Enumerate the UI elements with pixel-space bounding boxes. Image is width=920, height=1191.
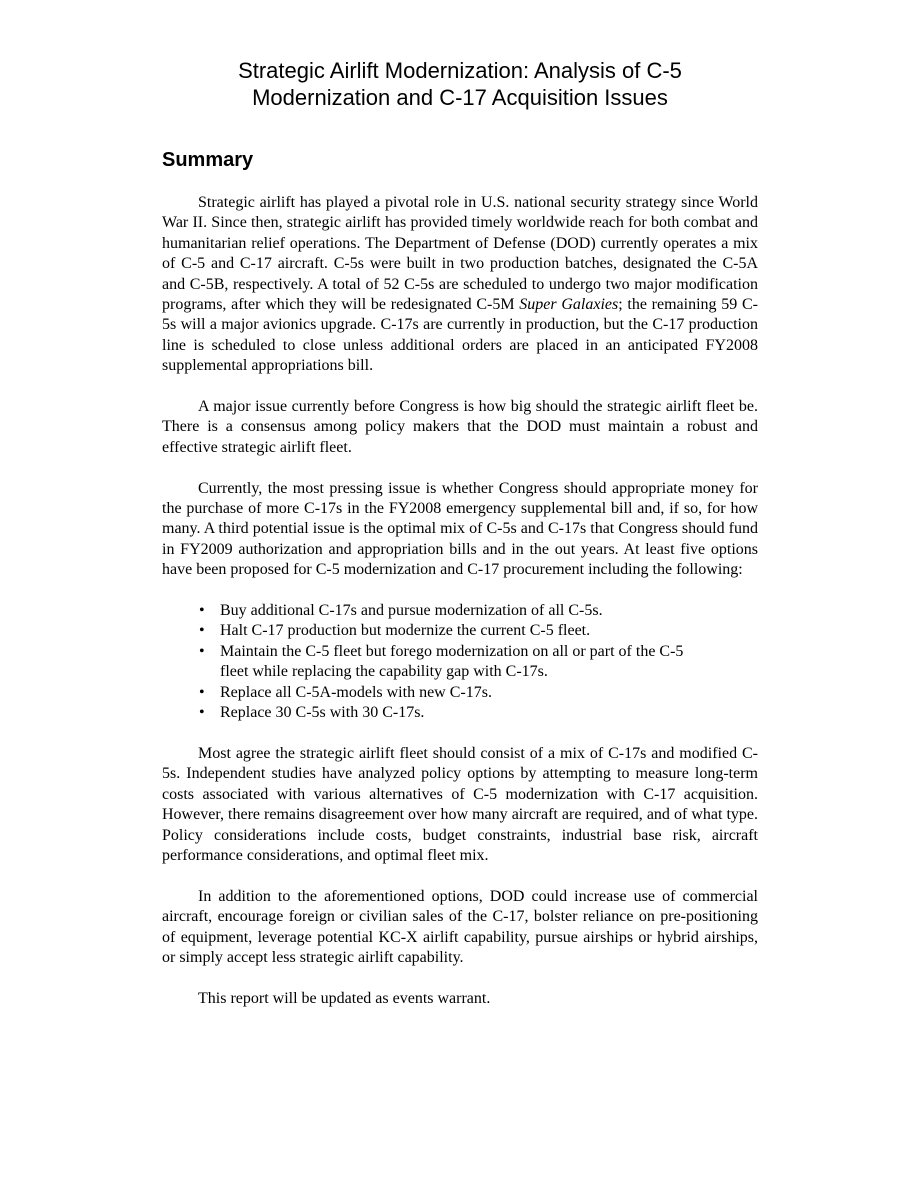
list-item [199,703,758,723]
list-item-text: Maintain the C-5 fleet but forego modernization on all or part of the C-5 fleet while replacing the capability gap with C-17s. [220,642,684,681]
summary-paragraph-1-part-b: ; the remaining 59 C-5s will a major avionics upgrade. C-17s are currently in production, but the C-17 production line is scheduled to close unless additional orders are placed in an anticipated FY2008 supplemental appropriations bill. [162,296,759,375]
list-item-text: Replace 30 C-5s with 30 C-17s. [220,704,425,722]
summary-paragraph-2: A major issue currently before Congress is how big should the strategic airlift fleet be. There is a consensus among policy makers that the DOD must maintain a robust and effective strategic airlift fleet. [162,398,758,456]
options-list [162,601,758,723]
list-item [199,683,758,703]
list-item-text: Replace all C-5A-models with new C-17s. [220,683,492,701]
list-item [199,601,758,621]
bullet-icon: • [199,642,205,660]
super-galaxies-term: Super Galaxies [519,296,619,314]
bullet-icon: • [199,704,205,722]
summary-paragraph-5: In addition to the aforementioned options, DOD could increase use of commercial aircraft, encourage foreign or civilian sales of the C-17, bolster reliance on pre-positioning of equipment, leverage potential KC-X airlift capability, pursue airships or hybrid airships, or simply accept less strategic airlift capability. [162,887,758,966]
summary-paragraph-6: This report will be updated as events warrant. [198,989,491,1007]
bullet-icon: • [199,683,205,701]
summary-heading: Summary [162,149,254,171]
bullet-icon: • [199,602,205,620]
list-item [199,621,758,641]
report-title-line-2: Modernization and C-17 Acquisition Issues [252,85,668,110]
summary-paragraph-3: Currently, the most pressing issue is whether Congress should appropriate money for the purchase of more C-17s in the FY2008 emergency supplemental bill and, if so, for how many. A third potential issue is the optimal mix of C-5s and C-17s that Congress should fund in FY2009 authorization and appropriation bills and in the out years. At least five options have been proposed for C-5 modernization and C-17 procurement including the following: [162,479,758,579]
list-item-text: Halt C-17 production but modernize the current C-5 fleet. [220,622,591,640]
list-item [199,642,700,683]
list-item-text: Buy additional C-17s and pursue modernization of all C-5s. [220,602,603,620]
report-title-line-1: Strategic Airlift Modernization: Analysis of C-5 [238,58,682,83]
bullet-icon: • [199,622,205,640]
summary-body [162,193,758,1030]
summary-paragraph-1-part-a: Strategic airlift has played a pivotal role in U.S. national security strategy since World War II. Since then, strategic airlift has provided timely worldwide reach for both combat and humanitarian relief operations. The Department of Defense (DOD) currently operates a mix of C-5 and C-17 aircraft. C-5s were built in two production batches, designated the C-5A and C-5B, respectively. A total of 52 C-5s are scheduled to undergo two major modification programs, after which they will be redesignated C-5M [162,194,758,314]
report-title [162,57,758,111]
summary-paragraph-1 [162,193,758,377]
summary-paragraph-4: Most agree the strategic airlift fleet should consist of a mix of C-17s and modified C-5s. Independent studies have analyzed policy options by attempting to measure long-term costs associated with various alternatives of C-5 modernization with C-17 acquisition. However, there remains disagreement over how many aircraft are required, and of what type. Policy considerations include costs, budget constraints, industrial base risk, aircraft performance considerations, and optimal fleet mix. [162,744,758,864]
